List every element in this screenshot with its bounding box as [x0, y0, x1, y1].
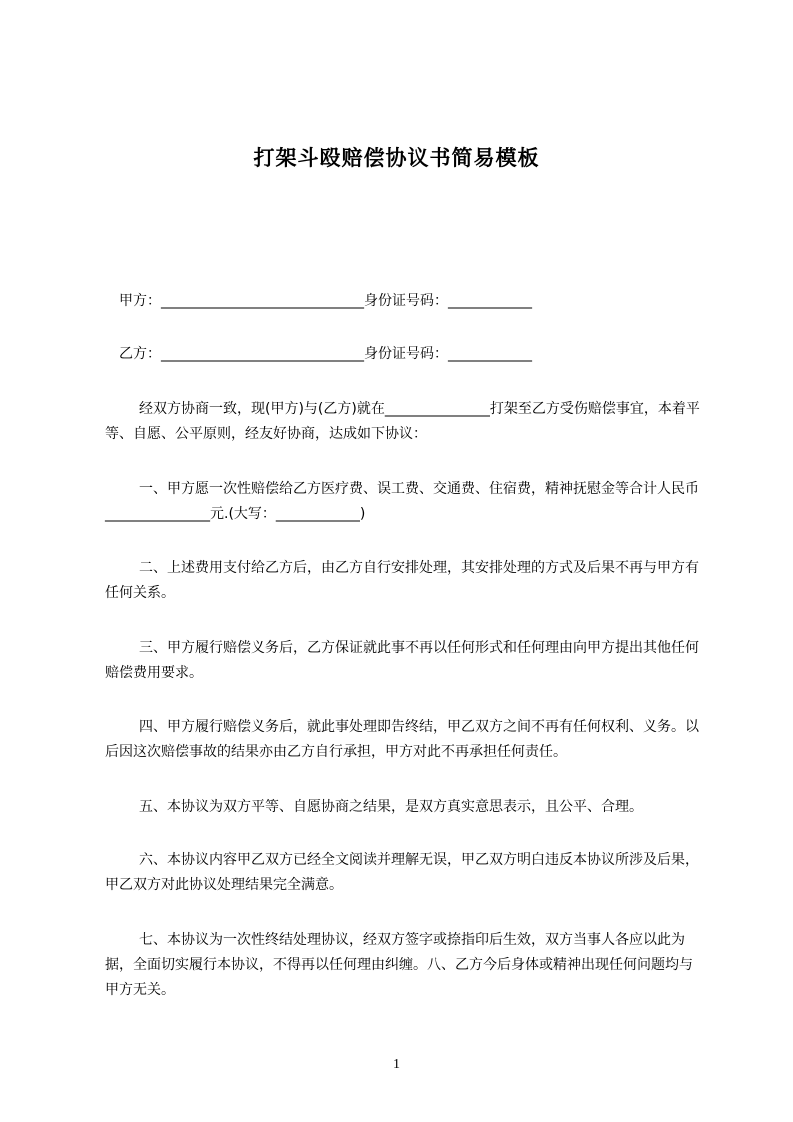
intro-paragraph: 经双方协商一致，现(甲方)与(乙方)就在_______________打架至乙方受伤赔偿事宜，本着平等、自愿、公平原则，经友好协商，达成如下协议： — [105, 401, 700, 442]
clause-4: 四、甲方履行赔偿义务后，就此事处理即告终结，甲乙双方之间不再有任何权利、义务。以后因这次赔偿事故的结果亦由乙方自行承担，甲方对此不再承担任何责任。 — [105, 719, 699, 760]
document-title: 打架斗殴赔偿协议书简易模板 — [253, 146, 540, 170]
clause-1: 一、甲方愿一次性赔偿给乙方医疗费、误工费、交通费、住宿费，精神抚慰金等合计人民币_______________元.(大写：____________) — [105, 481, 699, 522]
clause-7: 七、本协议为一次性终结处理协议，经双方签字或捺指印后生效，双方当事人各应以此为据，全面切实履行本协议，不得再以任何理由纠缠。八、乙方今后身体或精神出现任何问题均与甲方无关。 — [105, 932, 693, 998]
clause-6: 六、本协议内容甲乙双方已经全文阅读并理解无误，甲乙双方明白违反本协议所涉及后果，甲乙双方对此协议处理结果完全满意。 — [105, 852, 699, 893]
party-b-line: 乙方：_____________________________身份证号码：____________ — [105, 346, 532, 362]
page-number: 1 — [393, 1057, 400, 1072]
clause-5: 五、本协议为双方平等、自愿协商之结果，是双方真实意思表示，且公平、合理。 — [139, 799, 643, 815]
clause-2: 二、上述费用支付给乙方后，由乙方自行安排处理，其安排处理的方式及后果不再与甲方有任何关系。 — [105, 560, 699, 601]
party-a-line: 甲方：_____________________________身份证号码：____________ — [105, 293, 532, 309]
clause-3: 三、甲方履行赔偿义务后，乙方保证就此事不再以任何形式和任何理由向甲方提出其他任何赔偿费用要求。 — [105, 640, 699, 681]
